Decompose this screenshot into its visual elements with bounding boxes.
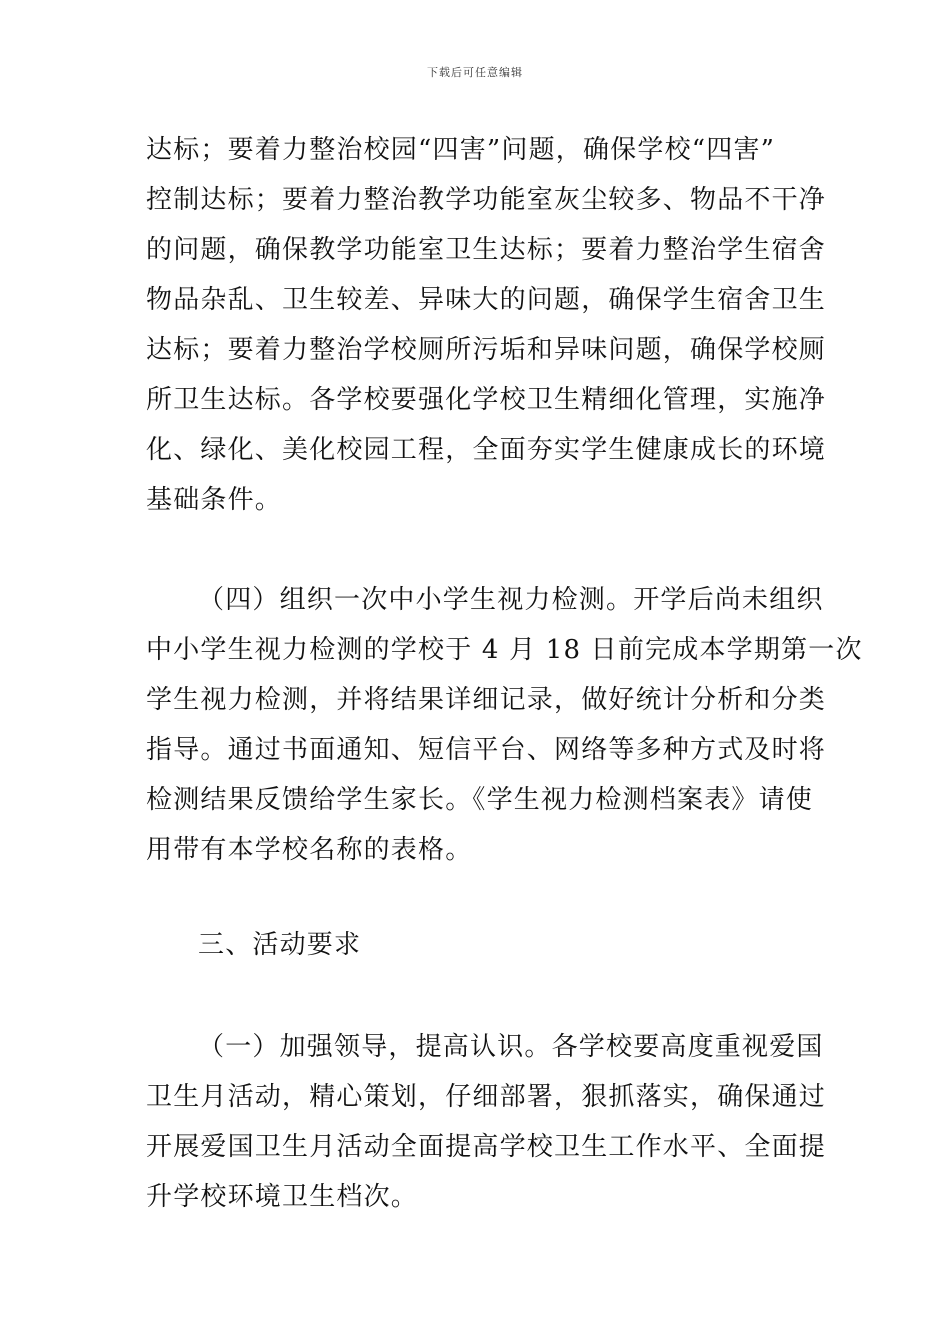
text-line: 用带有本学校名称的表格。	[146, 835, 473, 865]
paragraph-sanitation-standards	[146, 125, 827, 525]
text-line: （一）加强领导，提高认识。各学校要高度重视爱国	[198, 1032, 824, 1062]
paragraph-vision-test	[146, 575, 863, 875]
page-header-note: 下载后可任意编辑	[427, 66, 523, 79]
text-line: 达标；要着力整治学校厕所污垢和异味问题，确保学校厕	[146, 335, 827, 365]
text-line: （四）组织一次中小学生视力检测。开学后尚未组织	[198, 585, 824, 615]
text-line: 达标；要着力整治校园“四害”问题，确保学校“四害”	[146, 135, 776, 165]
text-line: 中小学生视力检测的学校于 4 月 18 日前完成本学期第一次	[146, 635, 863, 665]
text-line: 卫生月活动，精心策划，仔细部署，狠抓落实，确保通过	[146, 1082, 827, 1112]
section-heading-activity-requirements	[146, 920, 808, 970]
text-line: 化、绿化、美化校园工程，全面夯实学生健康成长的环境	[146, 435, 827, 465]
text-line: 基础条件。	[146, 485, 283, 515]
text-line: 升学校环境卫生档次。	[146, 1182, 419, 1212]
text-line: 开展爱国卫生月活动全面提高学校卫生工作水平、全面提	[146, 1132, 827, 1162]
paragraph-leadership	[146, 1022, 827, 1222]
text-line: 的问题，确保教学功能室卫生达标；要着力整治学生宿舍	[146, 235, 827, 265]
text-line: 指导。通过书面通知、短信平台、网络等多种方式及时将	[146, 735, 827, 765]
text-line: 所卫生达标。各学校要强化学校卫生精细化管理，实施净	[146, 385, 827, 415]
text-line: 物品杂乱、卫生较差、异味大的问题，确保学生宿舍卫生	[146, 285, 827, 315]
text-line: 检测结果反馈给学生家长。《学生视力检测档案表》请使	[146, 785, 814, 815]
text-line: 控制达标；要着力整治教学功能室灰尘较多、物品不干净	[146, 185, 827, 215]
section-heading-text: 三、活动要求	[198, 930, 362, 960]
text-line: 学生视力检测，并将结果详细记录，做好统计分析和分类	[146, 685, 827, 715]
